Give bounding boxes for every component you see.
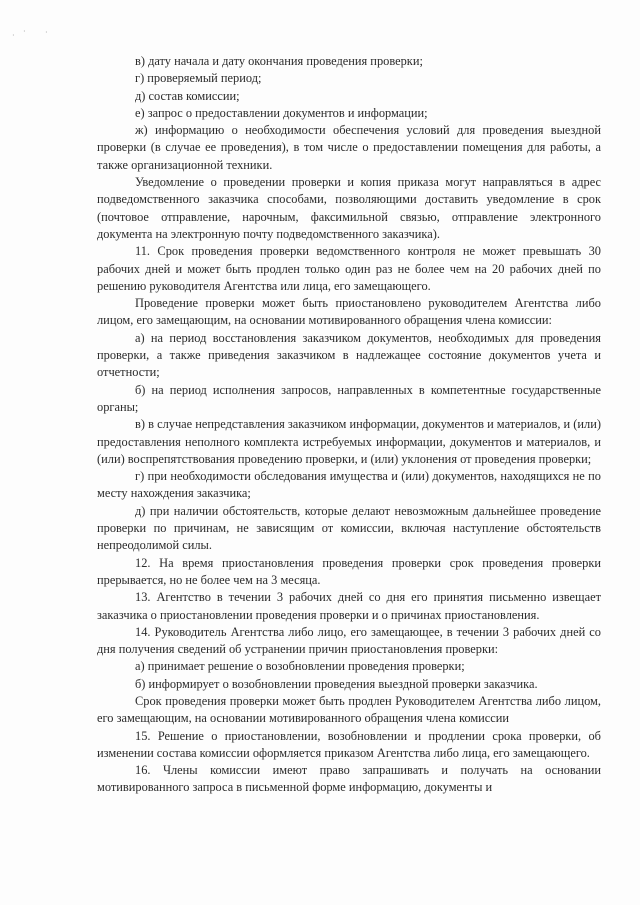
paragraph-14: 14. Руководитель Агентства либо лицо, его замещающее, в течении 3 рабочих дней со дня получения сведений об устранении причин приостановления проверки: [97,624,601,657]
paragraph-item-b2: б) информирует о возобновлении проведения выездной проверки заказчика. [135,676,538,691]
paragraph-16: 16. Члены комиссии имеют право запрашивать и получать на основании мотивированного запроса в письменной форме информацию, документы и [97,763,601,795]
paragraph-item-v2: в) в случае непредставления заказчиком информации, документов и материалов, и (или) предоставления неполного комплекта истребуемых информации, документов и материалов, и (или) воспрепятствования проведению проверки, и (или) уклонения от проведения проверки; [97,417,601,466]
paragraph-13: 13. Агентство в течении 3 рабочих дней со дня его принятия письменно извещает заказчика о приостановлении проведения проверки и о причинах приостановления. [97,590,601,622]
paragraph-item-a: а) на период восстановления заказчиком документов, необходимых для проведения проверки, а также приведения заказчиком в надлежащее состояние документов учета и отчетности; [97,330,601,380]
paragraph-notification: Уведомление о проведении проверки и копия приказа могут направляться в адрес подведомственного заказчика способами, позволяющими доставить уведомление в срок (почтовое отправление, нарочным, факсимильной связью, отправление электронного документа на электронную почту подведомственного заказчика). [97,175,601,241]
document-body [97,53,601,797]
scan-speck: · [23,27,26,36]
paragraph-12: 12. На время приостановления проведения проверки срок проведения проверки прерывается, но не более чем на 3 месяца. [97,555,601,587]
paragraph-item-d2: д) при наличии обстоятельств, которые делают невозможным дальнейшее проведение проверки по причинам, не зависящим от комиссии, включая наступление обстоятельств непреодолимой силы. [97,503,601,553]
paragraph-item-a2: а) принимает решение о возобновлении проведения проверки; [135,659,465,674]
scan-speck: · [45,28,48,37]
paragraph-item-b: б) на период исполнения запросов, направленных в компетентные государственные органы; [97,382,601,414]
paragraph-item-g: г) проверяемый период; [135,71,262,86]
paragraph-suspension: Проведение проверки может быть приостановлено руководителем Агентства либо лицом, его замещающим, на основании мотивированного обращения члена комиссии: [97,296,601,328]
paragraph-item-zh: ж) информацию о необходимости обеспечения условий для проведения выездной проверки (в случае ее проведения), в том числе о предоставлении помещения для работы, а также организационной техники. [97,123,601,172]
paragraph-item-v: в) дату начала и дату окончания проведения проверки; [135,54,423,68]
paragraph-item-g2: г) при необходимости обследования имущества и (или) документов, находящихся не по месту нахождения заказчика; [97,469,601,501]
paragraph-item-d: д) состав комиссии; [135,88,240,103]
scan-speck: · [12,31,15,40]
paragraph-15: 15. Решение о приостановлении, возобновлении и продлении срока проверки, об изменении состава комиссии оформляется приказом Агентства либо лица, его замещающего. [97,728,601,760]
paragraph-extension: Срок проведения проверки может быть продлен Руководителем Агентства либо лицом, его замещающим, на основании мотивированного обращения члена комиссии [97,693,601,726]
paragraph-11: 11. Срок проведения проверки ведомственного контроля не может превышать 30 рабочих дней и может быть продлен только один раз не более чем на 20 рабочих дней по решению руководителя Агентства или лица, его замещающего. [97,244,601,293]
paragraph-item-e: е) запрос о предоставлении документов и информации; [135,105,428,120]
